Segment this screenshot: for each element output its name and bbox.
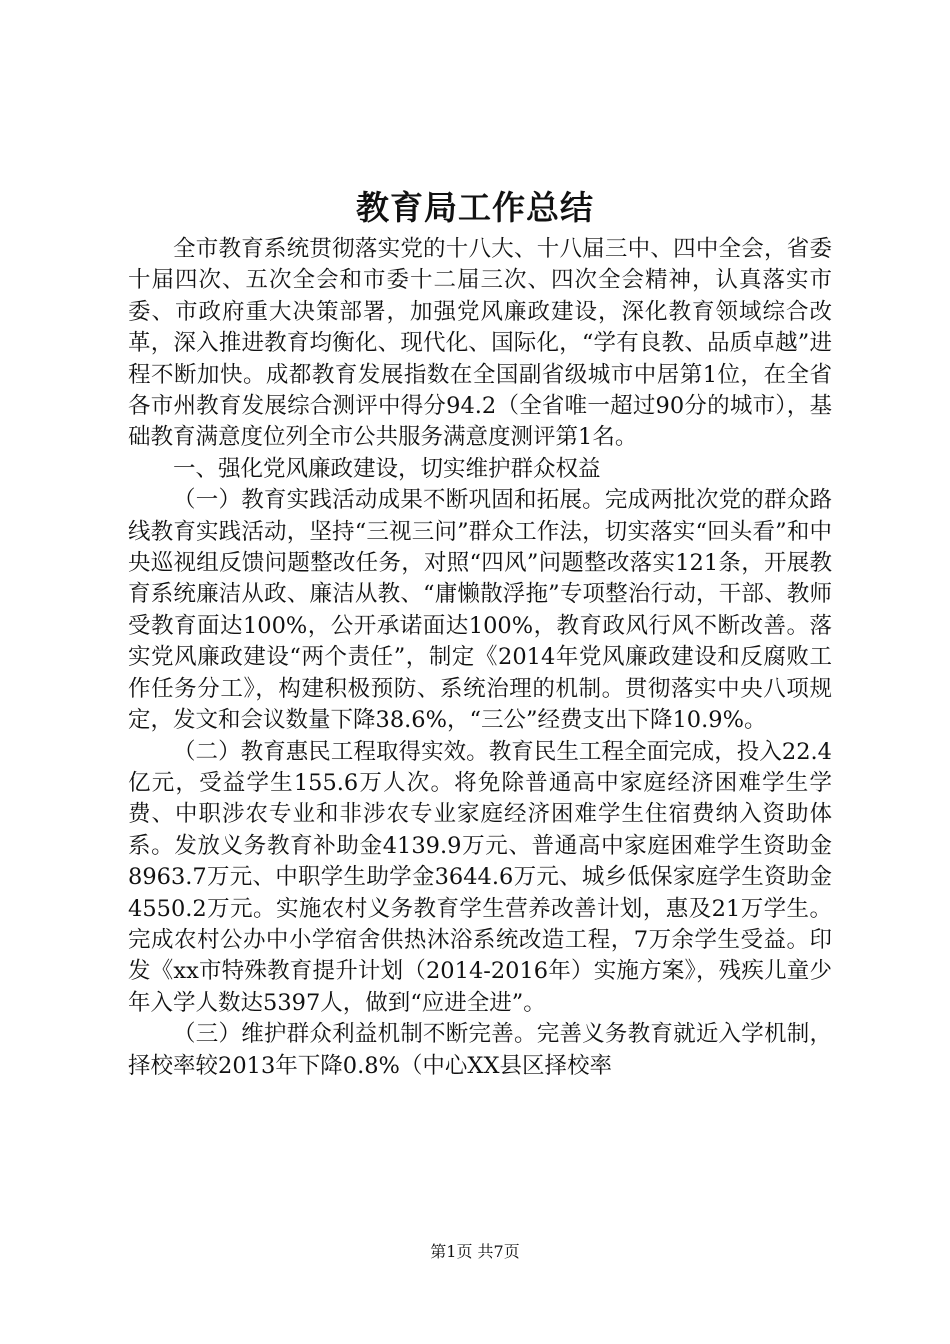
paragraph-practice-activities: （一）教育实践活动成果不断巩固和拓展。完成两批次党的群众路线教育实践活动，坚持“三视三问”群众工作法，切实落实“回头看”和中央巡视组反馈问题整改任务，对照“四风”问题整改落实121条，开展教育系统廉洁从政、廉洁从教、“庸懒散浮拖”专项整治行动，干部、教师受教育面达100%，公开承诺面达100%，教育政风行风不断改善。落实党风廉政建设“两个责任”，制定《2014年党风廉政建设和反腐败工作任务分工》，构建积极预防、系统治理的机制。贯彻落实中央八项规定，发文和会议数量下降38.6%，“三公”经费支出下降10.9%。 [128, 487, 832, 734]
paragraph-livelihood-projects: （二）教育惠民工程取得实效。教育民生工程全面完成，投入22.4亿元，受益学生155.6万人次。将免除普通高中家庭经济困难学生学费、中职涉农专业和非涉农专业家庭经济困难学生住宿费纳入资助体系。发放义务教育补助金4139.9万元、普通高中家庭困难学生资助金8963.7万元、中职学生助学金3644.6万元、城乡低保家庭学生资助金4550.2万元。实施农村义务教育学生营养改善计划，惠及21万学生。完成农村公办中小学宿舍供热沐浴系统改造工程，7万余学生受益。印发《xx市特殊教育提升计划（2014-2016年）实施方案》，残疾儿童少年入学人数达5397人，做到“应进全进”。 [128, 738, 832, 1016]
document-title: 教育局工作总结 [356, 188, 594, 227]
section-heading: 一、强化党风廉政建设，切实维护群众权益 [173, 455, 601, 482]
page-footer: 第1页 共7页 [430, 1242, 520, 1261]
paragraph-public-interest: （三）维护群众利益机制不断完善。完善义务教育就近入学机制，择校率较2013年下降0.8%（中心XX县区择校率 [128, 1021, 832, 1079]
intro-paragraph: 全市教育系统贯彻落实党的十八大、十八届三中、四中全会，省委十届四次、五次全会和市委十二届三次、四次全会精神，认真落实市委、市政府重大决策部署，加强党风廉政建设，深化教育领域综合改革，深入推进教育均衡化、现代化、国际化，“学有良教、品质卓越”进程不断加快。成都教育发展指数在全国副省级城市中居第1位，在全省各市州教育发展综合测评中得分94.2（全省唯一超过90分的城市），基础教育满意度位列全市公共服务满意度测评第1名。 [128, 236, 832, 451]
document-body [128, 234, 832, 1082]
